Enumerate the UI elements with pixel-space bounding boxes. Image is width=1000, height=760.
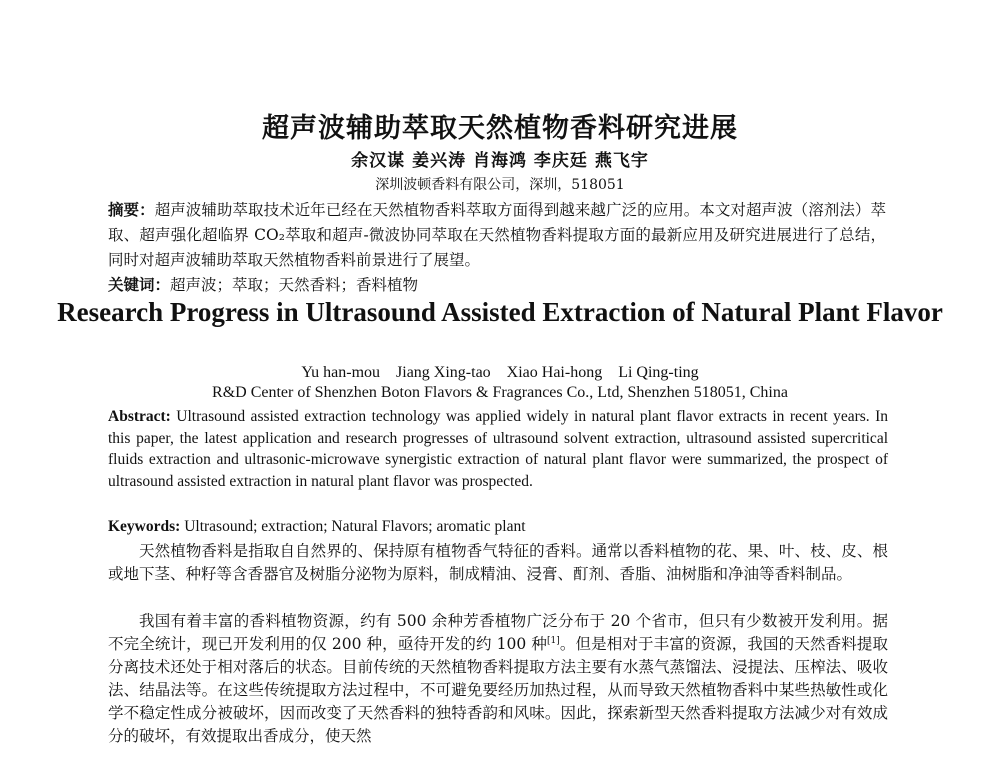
- english-title: Research Progress in Ultrasound Assisted Extraction of Natural Plant Flavor: [57, 297, 943, 327]
- chinese-title: 超声波辅助萃取天然植物香料研究进展: [262, 113, 738, 144]
- english-abstract: [108, 406, 888, 492]
- body-paragraph-1: 天然植物香料是指取自自然界的、保持原有植物香气特征的香料。通常以香料植物的花、果、叶、枝、皮、根或地下茎、种籽等含香器官及树脂分泌物为原料，制成精油、浸膏、酊剂、香脂、油树脂和净油等香料制品。: [108, 542, 888, 583]
- english-keywords-text: Ultrasound; extraction; Natural Flavors; aromatic plant: [184, 518, 526, 535]
- chinese-keywords: [108, 272, 886, 298]
- chinese-keywords-label: 关键词：: [108, 275, 171, 294]
- citation-ref-1: [1]: [546, 635, 560, 646]
- english-authors: Yu han-mou Jiang Xing-tao Xiao Hai-hong Li Qing-ting: [301, 364, 699, 381]
- english-affiliation: R&D Center of Shenzhen Boton Flavors & Fragrances Co., Ltd, Shenzhen 518051, China: [212, 384, 788, 401]
- chinese-affiliation: 深圳波顿香料有限公司，深圳，518051: [375, 177, 625, 193]
- chinese-keywords-text: 超声波；萃取；天然香料；香料植物: [170, 276, 419, 294]
- body-paragraph-2: [108, 610, 888, 748]
- chinese-abstract: [108, 197, 886, 273]
- english-keywords: [108, 516, 888, 538]
- chinese-abstract-text: 超声波辅助萃取技术近年已经在天然植物香料萃取方面得到越来越广泛的应用。本文对超声波（溶剂法）萃取、超声强化超临界 CO₂萃取和超声-微波协同萃取在天然植物香料提取方面的最新应用及研究进展进行了总结，同时对超声波辅助萃取天然植物香料前景进行了展望。: [108, 201, 886, 269]
- english-keywords-label: Keywords:: [108, 518, 181, 535]
- body-paragraph-2-part-a: 我国有着丰富的香料植物资源，约有 500 余种芳香植物广泛分布于 20 个省市，但只有少数被开发利用。据不完全统计，现已开发利用的仅 200 种，亟待开发的约 100 种: [108, 612, 888, 653]
- english-abstract-text: Ultrasound assisted extraction technology was applied widely in natural plant flavor extracts in recent years. In this paper, the latest application and research progresses of ultrasound solvent extraction, ultrasound assisted supercritical fluids extraction and ultrasonic-microwave synergistic extraction of natural plant flavor were summarized, the prospect of ultrasound assisted extraction in natural plant flavor was prospected.: [108, 408, 889, 490]
- chinese-authors: 余汉谋 姜兴涛 肖海鸿 李庆廷 燕飞宇: [351, 151, 649, 171]
- body-paragraph-2-part-b: 。但是相对于丰富的资源，我国的天然香料提取分离技术还处于相对落后的状态。目前传统的天然植物香料提取方法主要有水蒸气蒸馏法、浸提法、压榨法、吸收法、结晶法等。在这些传统提取方法过程中，不可避免要经历加热过程，从而导致天然植物香料中某些热敏性或化学不稳定性成分被破坏，因而改变了天然香料的独特香韵和风味。因此，探索新型天然香料提取方法减少对有效成分的破坏，有效提取出香成分，使天然: [108, 635, 888, 745]
- chinese-abstract-label: 摘要：: [108, 200, 155, 219]
- english-abstract-label: Abstract:: [108, 408, 171, 425]
